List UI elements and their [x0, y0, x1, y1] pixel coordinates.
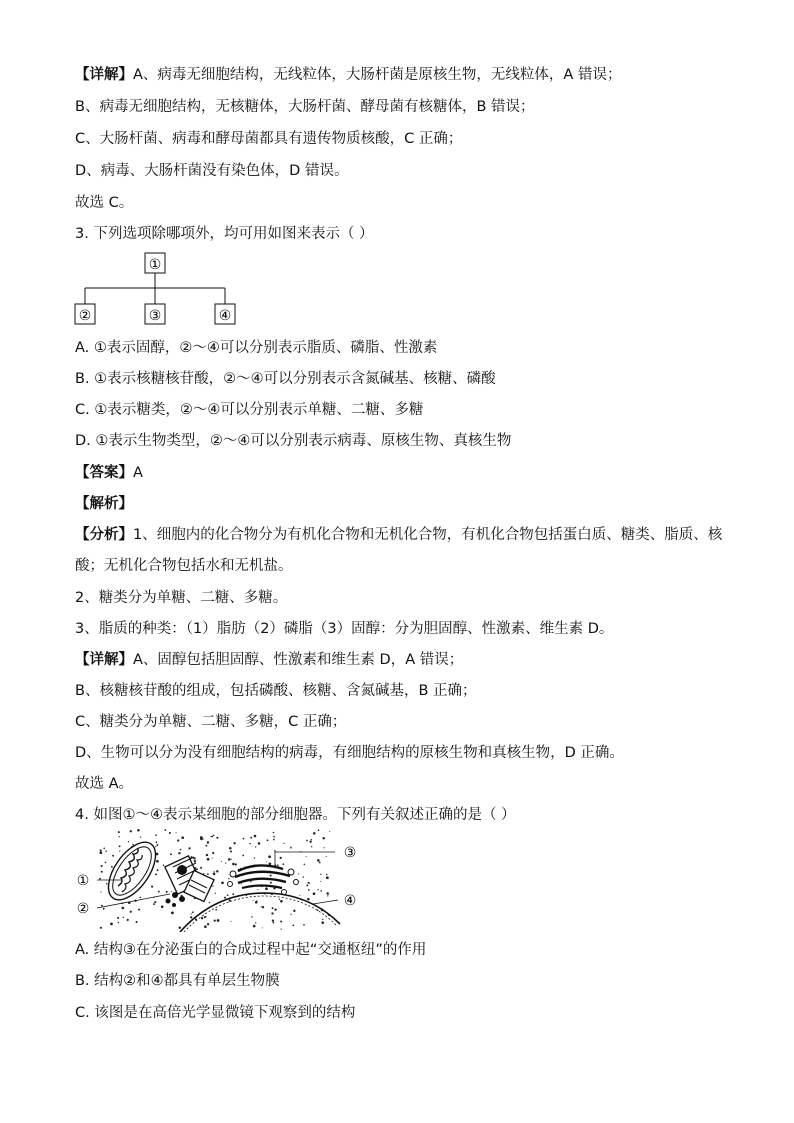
detail-line-a: 【详解】A、病毒无细胞结构，无线粒体，大肠杆菌是原核生物，无线粒体，A 错误；	[75, 67, 622, 83]
q3-option-a: A. ①表示固醇，②～④可以分别表示脂质、磷脂、性激素	[75, 340, 438, 356]
conclusion-line: 故选 C。	[75, 195, 134, 211]
q3-node-4: ④	[218, 308, 232, 324]
q3-node-2: ②	[78, 308, 92, 324]
q3-analysis-line3: 2、糖类分为单糖、二糖、多糖。	[75, 590, 288, 606]
centriole-drawing	[165, 856, 214, 907]
label-2: ②	[76, 901, 90, 917]
q4-option-c: C. 该图是在高倍光学显微镜下观察到的结构	[75, 1005, 356, 1021]
q3-option-c: C. ①表示糖类，②～④可以分别表示单糖、二糖、多糖	[75, 402, 424, 418]
q4-stem: 4. 如图①～④表示某细胞的部分细胞器。下列有关叙述正确的是（ ）	[75, 807, 516, 823]
label-1: ①	[76, 873, 90, 889]
q3-answer: 【答案】A	[75, 465, 143, 481]
q3-stem: 3. 下列选项除哪项外，均可用如图来表示（ ）	[75, 226, 374, 242]
detail-line-c: C、大肠杆菌、病毒和酵母菌都具有遗传物质核酸，C 正确；	[75, 131, 463, 147]
label-3: ③	[343, 845, 357, 861]
q3-analysis-line1: 【分析】1、细胞内的化合物分为有机化合物和无机化合物，有机化合物包括蛋白质、糖类、脂质、核	[75, 527, 723, 543]
detail-line-b: B、病毒无细胞结构，无核糖体，大肠杆菌、酵母菌有核糖体，B 错误；	[75, 99, 535, 115]
answer-tag: 【答案】	[75, 465, 133, 481]
golgi-drawing	[228, 865, 299, 894]
detail-tag: 【详解】	[75, 67, 133, 83]
q3-node-3: ③	[148, 308, 162, 324]
label-4: ④	[343, 893, 357, 909]
q4-organelle-figure	[70, 826, 370, 932]
q4-option-a: A. 结构③在分泌蛋白的合成过程中起“交通枢纽”的作用	[75, 942, 427, 958]
detail-line-d: D、病毒、大肠杆菌没有染色体，D 错误。	[75, 163, 349, 179]
q4-option-b: B. 结构②和④都具有单层生物膜	[75, 973, 280, 989]
q3-analysis-line2: 酸；无机化合物包括水和无机盐。	[75, 558, 293, 574]
q3-detail-line-c: C、糖类分为单糖、二糖、多糖，C 正确；	[75, 714, 347, 730]
q3-analysis-line4: 3、脂质的种类：（1）脂肪（2）磷脂（3）固醇：分为胆固醇、性激素、维生素 D。	[75, 621, 614, 637]
q3-detail-line-d: D、生物可以分为没有细胞结构的病毒，有细胞结构的原核生物和真核生物，D 正确。	[75, 745, 624, 761]
q3-node-top: ①	[148, 257, 162, 273]
q3-detail-line-b: B、核糖核苷酸的组成，包括磷酸、核糖、含氮碱基，B 正确；	[75, 683, 477, 699]
q3-option-b: B. ①表示核糖核苷酸，②～④可以分别表示含氮碱基、核糖、磷酸	[75, 371, 496, 387]
q3-option-d: D. ①表示生物类型，②～④可以分别表示病毒、原核生物、真核生物	[75, 433, 512, 449]
q3-analysis-tag: 【解析】	[75, 496, 133, 512]
q3-tree-diagram	[70, 250, 250, 330]
q3-detail-line-a: 【详解】A、固醇包括胆固醇、性激素和维生素 D，A 错误；	[75, 652, 464, 668]
q3-conclusion: 故选 A。	[75, 776, 134, 792]
